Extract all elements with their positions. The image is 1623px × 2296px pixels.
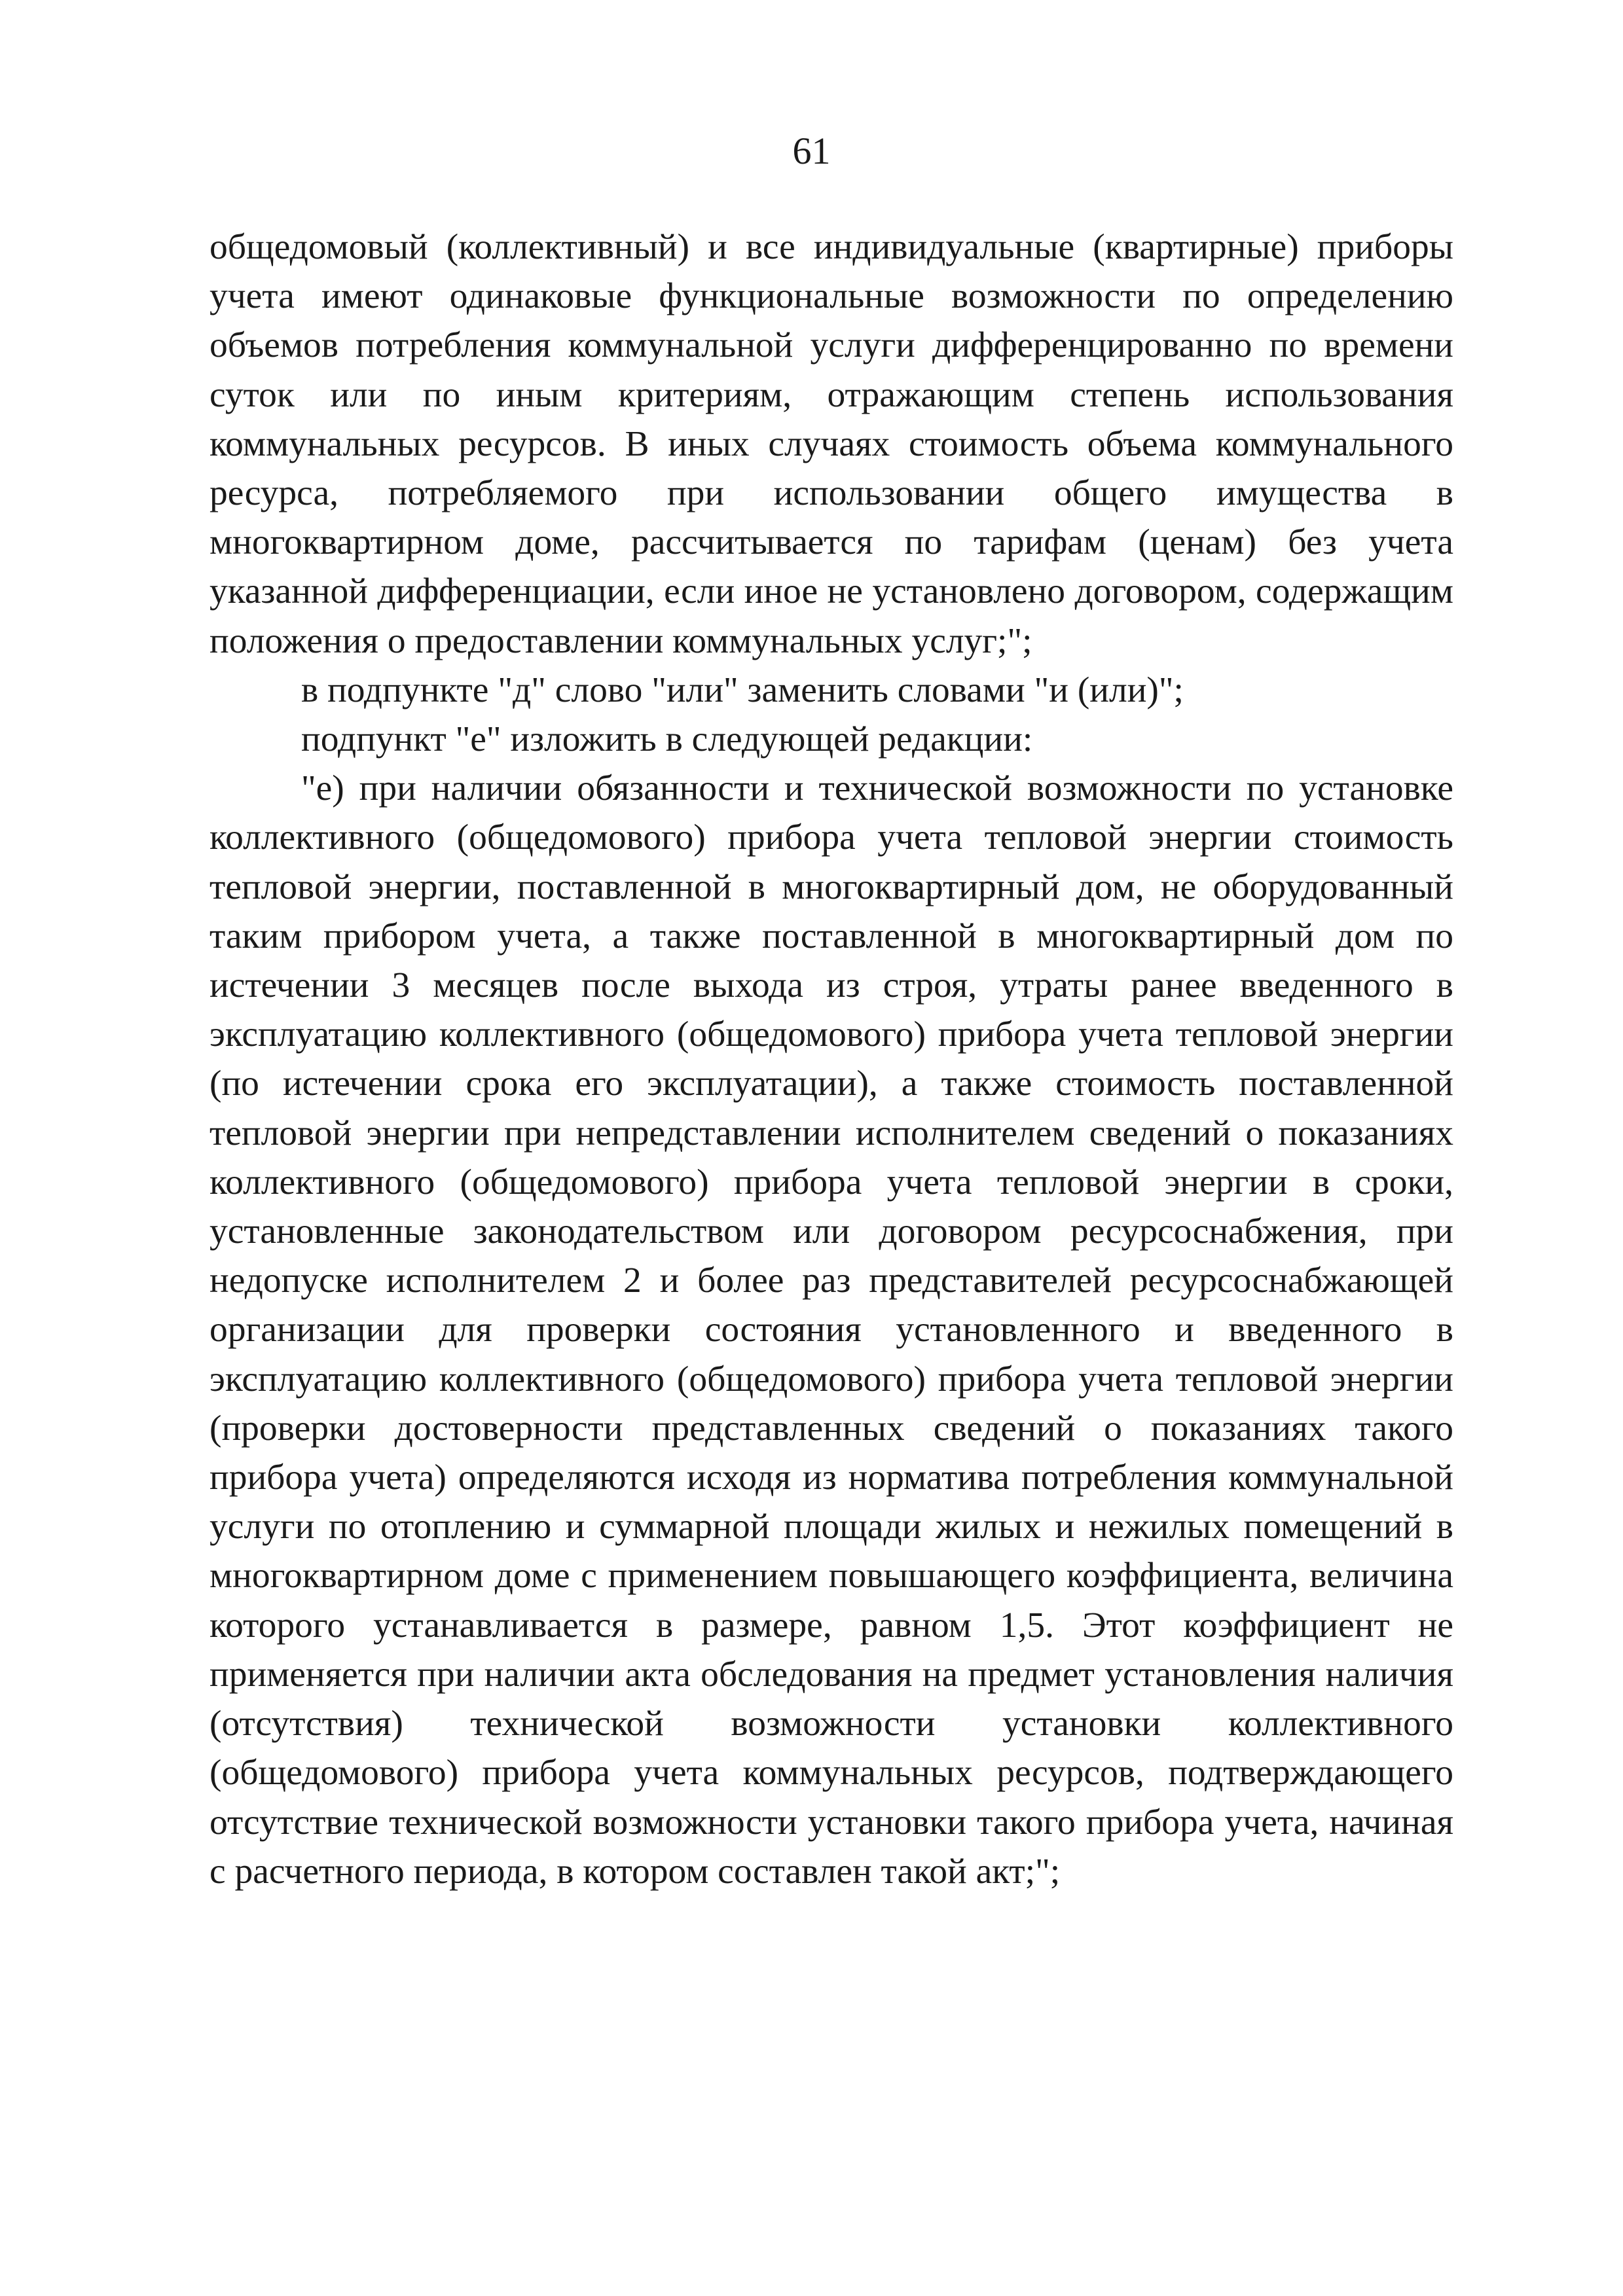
page-number: 61: [792, 130, 831, 172]
paragraph-subclause-e: "е) при наличии обязанности и технической возможности по установке коллективного (общедомового) прибора учета тепловой энергии стоимость тепловой энергии, поставленной в многоквартирный дом, не оборудованный таким прибором учета, а также поставленной в многоквартирный дом по истечении 3 месяцев после выхода из строя, утраты ранее введенного в эксплуатацию коллективного (общедомового) прибора учета тепловой энергии (по истечении срока его эксплуатации), а также стоимость поставленной тепловой энергии при непредставлении исполнителем сведений о показаниях коллективного (общедомового) прибора учета тепловой энергии в сроки, установленные законодательством или договором ресурсоснабжения, при недопуске исполнителем 2 и более раз представителей ресурсоснабжающей организации для проверки состояния установленного и введенного в эксплуатацию коллективного (общедомового) прибора учета тепловой энергии (проверки достоверности представленных сведений о показаниях такого прибора учета) определяются исходя из норматива потребления коммунальной услуги по отоплению и суммарной площади жилых и нежилых помещений в многоквартирном доме с применением повышающего коэффициента, величина которого устанавливается в размере, равном 1,5. Этот коэффициент не применяется при наличии акта обследования на предмет установления наличия (отсутствия) технической возможности установки коллективного (общедомового) прибора учета коммунальных ресурсов, подтверждающего отсутствие технической возможности установки такого прибора учета, начиная с расчетного периода, в котором составлен такой акт;";: [210, 768, 1453, 1892]
paragraph-continuation: общедомовый (коллективный) и все индивидуальные (квартирные) приборы учета имеют одинаковые функциональные возможности по определению объемов потребления коммунальной услуги дифференцированно по времени суток или по иным критериям, отражающим степень использования коммунальных ресурсов. В иных случаях стоимость объема коммунального ресурса, потребляемого при использовании общего имущества в многоквартирном доме, рассчитывается по тарифам (ценам) без учета указанной дифференциации, если иное не установлено договором, содержащим положения о предоставлении коммунальных услуг;";: [210, 227, 1453, 661]
document-body: [210, 223, 1453, 1896]
paragraph-amendment-e-intro: подпункт "е" изложить в следующей редакции:: [301, 719, 1033, 760]
paragraph-amendment-d: в подпункте "д" слово "или" заменить словами "и (или)";: [301, 670, 1184, 710]
